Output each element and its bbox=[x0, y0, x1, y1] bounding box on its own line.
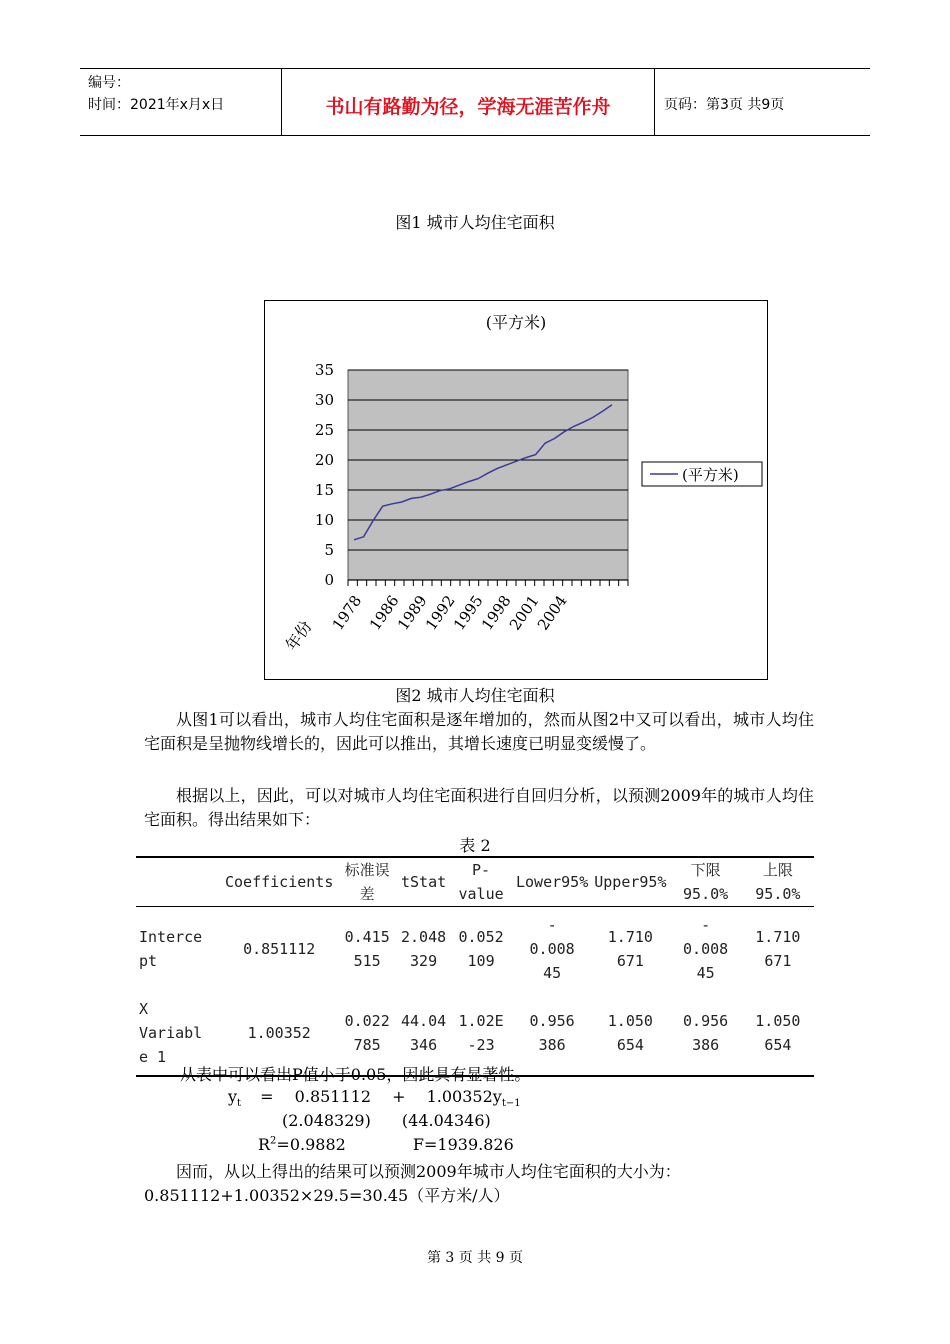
figure2-caption: 图2 城市人均住宅面积 bbox=[395, 686, 555, 705]
formula-const: 0.851112 bbox=[294, 1087, 372, 1106]
legend-label: (平方米) bbox=[682, 466, 739, 484]
table-cell: 2.048 329 bbox=[400, 928, 447, 970]
x-axis-label: 年份 bbox=[281, 617, 316, 655]
formula-line-3 bbox=[258, 1135, 514, 1154]
table-header-cell: Coefficients bbox=[225, 873, 334, 891]
y-tick-label: 0 bbox=[324, 571, 334, 589]
page-footer: 第 3 页 共 9 页 bbox=[426, 1250, 524, 1266]
y-tick-label: 5 bbox=[324, 541, 334, 559]
formula-t1: (2.048329) bbox=[282, 1111, 371, 1130]
formula-coef: 1.00352y bbox=[426, 1087, 502, 1106]
chart-title: (平方米) bbox=[485, 313, 547, 332]
x-tick-label: 1992 bbox=[421, 591, 459, 634]
table-title: 表 2 bbox=[459, 836, 491, 855]
table-cell: X Variabl e 1 bbox=[139, 1000, 203, 1066]
paragraph-5: 0.851112+1.00352×29.5=30.45（平方米/人） bbox=[144, 1186, 510, 1205]
header-divider-right bbox=[654, 68, 655, 136]
paragraph-4: 因而，从以上得出的结果可以预测2009年城市人均住宅面积的大小为： bbox=[176, 1162, 681, 1181]
formula-line-2 bbox=[282, 1111, 491, 1130]
y-tick-label: 35 bbox=[314, 361, 334, 379]
table-cell: 1.710 671 bbox=[755, 928, 801, 970]
paragraph-1: 从图1可以看出，城市人均住宅面积是逐年增加的，然而从图2中又可以看出，城市人均住宅面积是呈抛物线增长的，因此可以推出，其增长速度已明显变缓慢了。 bbox=[144, 710, 814, 753]
table-cell: 1.050 654 bbox=[607, 1012, 653, 1054]
table-cell: 0.956 386 bbox=[683, 1012, 729, 1054]
header-number: 编号： bbox=[88, 75, 130, 91]
formula-eq: = bbox=[260, 1087, 274, 1106]
formula-lhs-sub: t bbox=[237, 1098, 242, 1110]
formula-r-sup: 2 bbox=[270, 1135, 277, 1147]
header-bottom-rule bbox=[80, 135, 870, 136]
formula-t2: (44.04346) bbox=[401, 1111, 491, 1130]
y-tick-label: 25 bbox=[314, 421, 334, 439]
formula-line-1 bbox=[228, 1087, 521, 1109]
formula-lhs: y bbox=[228, 1087, 238, 1106]
table-cell: 0.022 785 bbox=[344, 1012, 390, 1054]
table-cell: Interce pt bbox=[139, 928, 203, 970]
table-cell: 0.052 109 bbox=[458, 928, 504, 970]
formula-r-val: =0.9882 bbox=[276, 1135, 346, 1154]
x-tick-label: 1995 bbox=[449, 591, 487, 634]
paragraph-2: 根据以上，因此，可以对城市人均住宅面积进行自回归分析，以预测2009年的城市人均住宅面积。得出结果如下： bbox=[144, 786, 814, 829]
header-left bbox=[88, 72, 224, 116]
x-tick-label: 2004 bbox=[533, 591, 571, 634]
table-cell: - 0.008 45 bbox=[683, 916, 729, 982]
formula-f: F=1939.826 bbox=[412, 1135, 514, 1154]
y-tick-label: 10 bbox=[314, 511, 334, 529]
plot-area bbox=[348, 370, 628, 580]
header-time: 时间：2021年x月x日 bbox=[88, 97, 225, 113]
table-cell: 0.956 386 bbox=[529, 1012, 575, 1054]
table-header-cell: Upper95% bbox=[594, 873, 667, 891]
x-tick-label: 2001 bbox=[505, 591, 543, 634]
table-row bbox=[136, 907, 814, 992]
x-tick-label: 1989 bbox=[393, 591, 431, 634]
table-header-cell: Lower95% bbox=[515, 873, 589, 891]
table-cell: 0.415 515 bbox=[344, 928, 390, 970]
table-cell: 0.851112 bbox=[243, 940, 316, 958]
paragraph-3: 从表中可以看出P值小于0.05，因此具有显著性。 bbox=[180, 1065, 531, 1084]
table-cell: 44.04 346 bbox=[400, 1012, 447, 1054]
x-tick-label: 1978 bbox=[328, 591, 366, 634]
figure1-caption: 图1 城市人均住宅面积 bbox=[395, 213, 555, 232]
y-tick-label: 30 bbox=[314, 391, 334, 409]
y-tick-label: 15 bbox=[314, 481, 334, 499]
table-header-cell: P-value bbox=[458, 861, 504, 903]
table-header-cell: 下限95.0% bbox=[683, 861, 729, 903]
line-chart bbox=[264, 300, 768, 680]
formula-coef-sub: t−1 bbox=[501, 1098, 521, 1110]
table-cell: 1.02E -23 bbox=[458, 1012, 504, 1054]
table-header-cell: 上限95.0% bbox=[755, 861, 801, 903]
formula-plus: + bbox=[392, 1087, 406, 1106]
header-page-number: 页码：第3页 共9页 bbox=[664, 97, 785, 113]
header-top-rule bbox=[80, 68, 870, 69]
x-tick-label: 1998 bbox=[477, 591, 515, 634]
table-header-cell: 标准误差 bbox=[344, 861, 390, 903]
table-cell: 1.050 654 bbox=[755, 1012, 801, 1054]
header-motto: 书山有路勤为径，学海无涯苦作舟 bbox=[325, 96, 611, 118]
table-header-cell: tStat bbox=[400, 873, 447, 891]
table-cell: 1.710 671 bbox=[607, 928, 653, 970]
table-cell: 1.00352 bbox=[247, 1024, 311, 1042]
x-tick-label: 1986 bbox=[365, 591, 403, 634]
table-header-row bbox=[136, 857, 814, 907]
formula-r: R bbox=[258, 1135, 271, 1154]
table-cell: - 0.008 45 bbox=[529, 916, 575, 982]
regression-table bbox=[136, 856, 814, 1077]
table-header-cell bbox=[136, 857, 222, 907]
y-tick-label: 20 bbox=[314, 451, 334, 469]
